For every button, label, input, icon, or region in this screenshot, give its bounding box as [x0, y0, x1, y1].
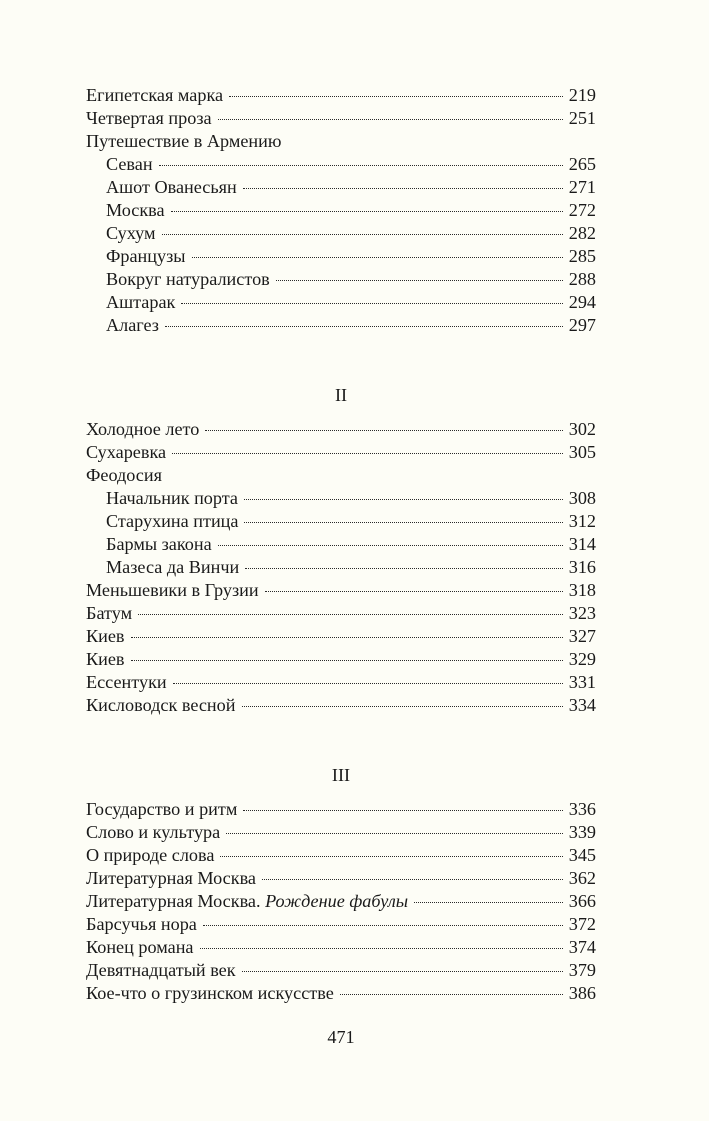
entry-title: Кисловодск весной — [86, 695, 236, 715]
toc-entry — [86, 959, 596, 981]
dot-leader — [171, 210, 563, 212]
entry-page: 297 — [568, 315, 596, 335]
dot-leader — [218, 544, 563, 546]
dot-leader — [205, 429, 562, 431]
entry-page: 386 — [568, 983, 596, 1003]
dot-leader — [138, 613, 563, 615]
entry-title: Киев — [86, 649, 125, 669]
entry-page: 308 — [568, 488, 596, 508]
toc-subentry — [106, 487, 596, 509]
toc-entry — [86, 648, 596, 670]
dot-leader — [203, 924, 563, 926]
page-number: 471 — [327, 1027, 355, 1047]
toc-subentry — [106, 533, 596, 555]
entry-page: 327 — [568, 626, 596, 646]
dot-leader — [226, 832, 563, 834]
dot-leader — [172, 452, 563, 454]
dot-leader — [159, 164, 563, 166]
entry-page: 362 — [568, 868, 596, 888]
dot-leader — [131, 636, 563, 638]
toc-entry — [86, 625, 596, 647]
entry-page: 379 — [568, 960, 596, 980]
toc-subentry — [106, 222, 596, 244]
dot-leader — [340, 993, 563, 995]
toc-entry — [86, 418, 596, 440]
toc-entry — [86, 602, 596, 624]
entry-title: Ессентуки — [86, 672, 167, 692]
entry-title: Киев — [86, 626, 125, 646]
entry-page: 374 — [568, 937, 596, 957]
dot-leader — [244, 498, 563, 500]
entry-title: Слово и культура — [86, 822, 221, 842]
dot-leader — [242, 970, 563, 972]
toc-entry — [86, 694, 596, 716]
entry-title: Литературная Москва — [86, 868, 256, 888]
dot-leader — [229, 95, 563, 97]
entry-page: 372 — [568, 914, 596, 934]
entry-title-main: Литературная Москва. — [86, 891, 261, 911]
entry-page: 265 — [568, 154, 596, 174]
dot-leader — [414, 901, 563, 903]
dot-leader — [245, 567, 563, 569]
toc-entry — [86, 84, 596, 106]
entry-page: 323 — [568, 603, 596, 623]
toc-group-title: Путешествие в Армению — [86, 131, 282, 151]
entry-subtitle: Рождение фабулы — [265, 891, 409, 911]
toc-entry — [86, 821, 596, 843]
entry-title: Французы — [106, 246, 186, 266]
toc-entry — [86, 579, 596, 601]
toc-subentry — [106, 199, 596, 221]
entry-title: Начальник порта — [106, 488, 239, 508]
toc-entry — [86, 867, 596, 889]
entry-page: 288 — [568, 269, 596, 289]
toc-entry — [86, 798, 596, 820]
entry-title: Алагез — [106, 315, 159, 335]
toc-entry — [86, 890, 596, 912]
dot-leader — [220, 855, 562, 857]
entry-page: 282 — [568, 223, 596, 243]
toc-subentry — [106, 268, 596, 290]
entry-page: 294 — [568, 292, 596, 312]
entry-page: 334 — [568, 695, 596, 715]
toc-entry — [86, 936, 596, 958]
toc-subentry — [106, 153, 596, 175]
toc-subentry — [106, 556, 596, 578]
entry-title: Старухина птица — [106, 511, 239, 531]
toc-subentry — [106, 176, 596, 198]
entry-page: 271 — [568, 177, 596, 197]
dot-leader — [200, 947, 563, 949]
entry-page: 345 — [568, 845, 596, 865]
entry-title: Государство и ритм — [86, 799, 238, 819]
entry-title: Батум — [86, 603, 133, 623]
entry-page: 366 — [568, 891, 596, 911]
dot-leader — [243, 187, 563, 189]
entry-title: Египетская марка — [86, 85, 224, 105]
entry-title: Аштарак — [106, 292, 176, 312]
entry-title: Меньшевики в Грузии — [86, 580, 259, 600]
entry-page: 329 — [568, 649, 596, 669]
toc-subentry — [106, 291, 596, 313]
dot-leader — [218, 118, 563, 120]
dot-leader — [165, 325, 563, 327]
entry-page: 331 — [568, 672, 596, 692]
dot-leader — [276, 279, 563, 281]
entry-title: Сухаревка — [86, 442, 167, 462]
dot-leader — [244, 521, 562, 523]
entry-page: 339 — [568, 822, 596, 842]
entry-title: Севан — [106, 154, 153, 174]
toc-entry — [86, 441, 596, 463]
entry-page: 312 — [568, 511, 596, 531]
entry-title: Девятнадцатый век — [86, 960, 236, 980]
section-number: III — [331, 765, 351, 785]
dot-leader — [243, 809, 562, 811]
entry-title: Вокруг натуралистов — [106, 269, 270, 289]
entry-page: 219 — [568, 85, 596, 105]
entry-page: 272 — [568, 200, 596, 220]
entry-page: 314 — [568, 534, 596, 554]
entry-page: 302 — [568, 419, 596, 439]
entry-title: Бармы закона — [106, 534, 212, 554]
entry-page: 336 — [568, 799, 596, 819]
entry-title: О природе слова — [86, 845, 215, 865]
entry-title: Конец романа — [86, 937, 194, 957]
toc-entry — [86, 982, 596, 1004]
entry-page: 316 — [568, 557, 596, 577]
toc-entry — [86, 844, 596, 866]
entry-title: Холодное лето — [86, 419, 200, 439]
entry-page: 251 — [568, 108, 596, 128]
section-number: II — [334, 385, 348, 405]
entry-page: 318 — [568, 580, 596, 600]
entry-title — [86, 890, 408, 912]
toc-subentry — [106, 314, 596, 336]
entry-title: Мазеса да Винчи — [106, 557, 240, 577]
toc-entry — [86, 107, 596, 129]
entry-title: Кое-что о грузинском искусстве — [86, 983, 334, 1003]
dot-leader — [262, 878, 563, 880]
toc-entry — [86, 671, 596, 693]
dot-leader — [173, 682, 563, 684]
toc-subentry — [106, 245, 596, 267]
toc-entry — [86, 913, 596, 935]
entry-title: Четвертая проза — [86, 108, 212, 128]
dot-leader — [181, 302, 562, 304]
dot-leader — [265, 590, 563, 592]
toc-subentry — [106, 510, 596, 532]
dot-leader — [192, 256, 563, 258]
entry-page: 305 — [568, 442, 596, 462]
entry-title: Сухум — [106, 223, 156, 243]
entry-title: Барсучья нора — [86, 914, 197, 934]
entry-page: 285 — [568, 246, 596, 266]
entry-title: Ашот Ованесьян — [106, 177, 237, 197]
dot-leader — [162, 233, 563, 235]
dot-leader — [242, 705, 563, 707]
entry-title: Москва — [106, 200, 165, 220]
dot-leader — [131, 659, 563, 661]
toc-group-title: Феодосия — [86, 465, 162, 485]
